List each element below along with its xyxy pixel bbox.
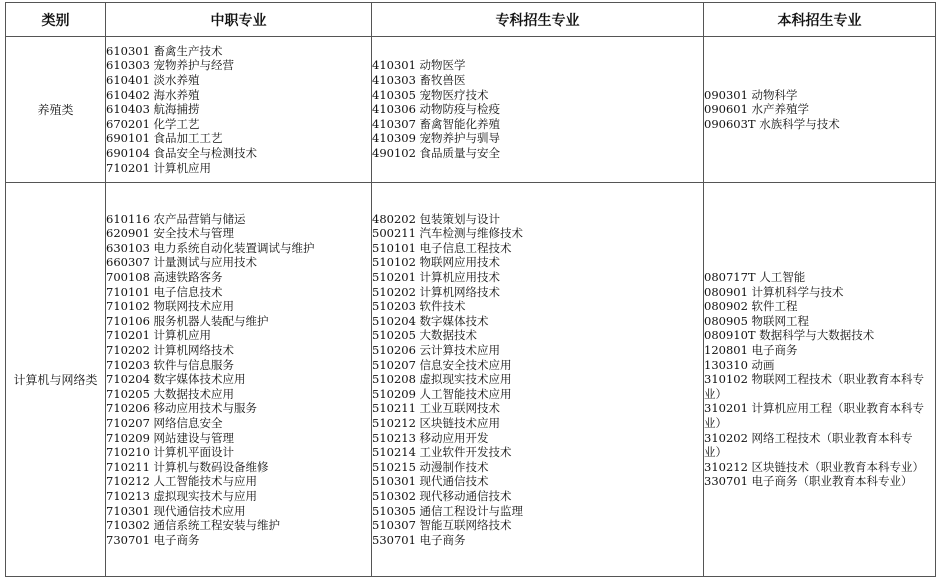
secondary-major-list (106, 183, 372, 577)
major-item: 700108 高速铁路客务 (106, 270, 223, 285)
table-row (6, 37, 936, 183)
major-item: 710301 现代通信技术应用 (106, 503, 246, 518)
major-item: 610303 宠物养护与经营 (106, 58, 235, 73)
major-item: 510214 工业软件开发技术 (372, 445, 512, 460)
major-item: 510207 信息安全技术应用 (372, 357, 512, 372)
major-item: 090301 动物科学 (704, 87, 798, 102)
major-item: 310202 网络工程技术（职业教育本科专业） (704, 430, 913, 460)
major-item: 710211 计算机与数码设备维修 (106, 459, 269, 474)
category-cell: 计算机与网络类 (6, 183, 106, 577)
major-item: 610403 航海捕捞 (106, 102, 200, 117)
major-item: 690104 食品安全与检测技术 (106, 145, 258, 160)
major-item: 330701 电子商务（职业教育本科专业） (704, 474, 913, 489)
major-item: 710203 软件与信息服务 (106, 357, 235, 372)
category-cell: 养殖类 (6, 37, 106, 183)
secondary-major-list (106, 37, 372, 183)
major-item: 120801 电子商务 (704, 343, 798, 358)
major-item: 080905 物联网工程 (704, 313, 810, 328)
header-row (6, 3, 936, 37)
major-item: 500211 汽车检测与维修技术 (372, 226, 524, 241)
major-item: 610301 畜禽生产技术 (106, 43, 223, 58)
table-row (6, 183, 936, 577)
major-item: 510201 计算机应用技术 (372, 270, 501, 285)
major-mapping-table (5, 2, 936, 577)
bachelor-major-list (704, 183, 936, 577)
major-item: 510211 工业互联网技术 (372, 401, 501, 416)
header-bachelor-major: 本科招生专业 (704, 3, 936, 37)
major-item: 610402 海水养殖 (106, 87, 200, 102)
vocational-major-list (372, 37, 704, 183)
major-item: 410309 宠物养护与驯导 (372, 131, 501, 146)
major-item: 710205 大数据技术应用 (106, 386, 235, 401)
major-item: 710204 数字媒体技术应用 (106, 372, 246, 387)
header-secondary-major: 中职专业 (106, 3, 372, 37)
major-item: 310201 计算机应用工程（职业教育本科专业） (704, 401, 925, 430)
major-item: 710213 虚拟现实技术与应用 (106, 488, 258, 503)
major-item: 080901 计算机科学与技术 (704, 284, 844, 299)
major-item: 410301 动物医学 (372, 58, 466, 73)
major-item: 710201 计算机应用 (106, 160, 212, 175)
major-item: 710212 人工智能技术与应用 (106, 474, 258, 489)
vocational-major-list (372, 183, 704, 577)
major-item: 510212 区块链技术应用 (372, 415, 501, 430)
major-item: 510302 现代移动通信技术 (372, 488, 512, 503)
major-item: 530701 电子商务 (372, 532, 466, 547)
major-item: 730701 电子商务 (106, 532, 200, 547)
major-item: 510213 移动应用开发 (372, 430, 489, 445)
major-item: 710207 网络信息安全 (106, 415, 223, 430)
major-item: 710209 网站建设与管理 (106, 430, 235, 445)
major-item: 510208 虚拟现实技术应用 (372, 372, 512, 387)
major-item: 310102 物联网工程技术（职业教育本科专业） (704, 372, 925, 401)
major-item: 510215 动漫制作技术 (372, 459, 489, 474)
major-item: 710206 移动应用技术与服务 (106, 401, 258, 416)
major-item: 710202 计算机网络技术 (106, 343, 235, 358)
major-item: 410307 畜禽智能化养殖 (372, 116, 501, 131)
bachelor-major-list (704, 37, 936, 183)
major-item: 410306 动物防疫与检疫 (372, 102, 501, 117)
major-item: 710106 服务机器人装配与维护 (106, 313, 269, 328)
major-item: 710302 通信系统工程安装与维护 (106, 518, 281, 533)
major-item: 710101 电子信息技术 (106, 284, 223, 299)
header-category: 类别 (6, 3, 106, 37)
major-item: 660307 计量测试与应用技术 (106, 255, 258, 270)
major-item: 670201 化学工艺 (106, 116, 200, 131)
major-item: 510102 物联网应用技术 (372, 255, 501, 270)
major-item: 510204 数字媒体技术 (372, 313, 489, 328)
major-item: 410303 畜牧兽医 (372, 73, 466, 88)
major-item: 510209 人工智能技术应用 (372, 386, 512, 401)
major-item: 710201 计算机应用 (106, 328, 212, 343)
major-item: 090601 水产养殖学 (704, 102, 810, 117)
major-item: 510202 计算机网络技术 (372, 284, 501, 299)
major-item: 130310 动画 (704, 357, 775, 372)
major-item: 080902 软件工程 (704, 299, 798, 314)
major-item: 610401 淡水养殖 (106, 73, 200, 88)
major-item: 610116 农产品营销与储运 (106, 211, 246, 226)
major-item: 510305 通信工程设计与监理 (372, 503, 524, 518)
major-item: 480202 包装策划与设计 (372, 211, 501, 226)
major-item: 310212 区块链技术（职业教育本科专业） (704, 459, 925, 474)
major-item: 510307 智能互联网络技术 (372, 518, 512, 533)
major-item: 690101 食品加工工艺 (106, 131, 223, 146)
major-item: 410305 宠物医疗技术 (372, 87, 489, 102)
major-item: 080717T 人工智能 (704, 270, 806, 285)
major-item: 710102 物联网技术应用 (106, 299, 235, 314)
major-item: 630103 电力系统自动化装置调试与维护 (106, 240, 315, 255)
major-item: 090603T 水族科学与技术 (704, 116, 840, 131)
major-item: 510203 软件技术 (372, 299, 466, 314)
major-item: 510205 大数据技术 (372, 328, 478, 343)
major-item: 490102 食品质量与安全 (372, 145, 501, 160)
major-item: 510101 电子信息工程技术 (372, 240, 512, 255)
major-item: 080910T 数据科学与大数据技术 (704, 328, 875, 343)
major-item: 510206 云计算技术应用 (372, 343, 501, 358)
header-vocational-major: 专科招生专业 (372, 3, 704, 37)
major-item: 510301 现代通信技术 (372, 474, 489, 489)
major-item: 620901 安全技术与管理 (106, 226, 235, 241)
major-item: 710210 计算机平面设计 (106, 445, 235, 460)
